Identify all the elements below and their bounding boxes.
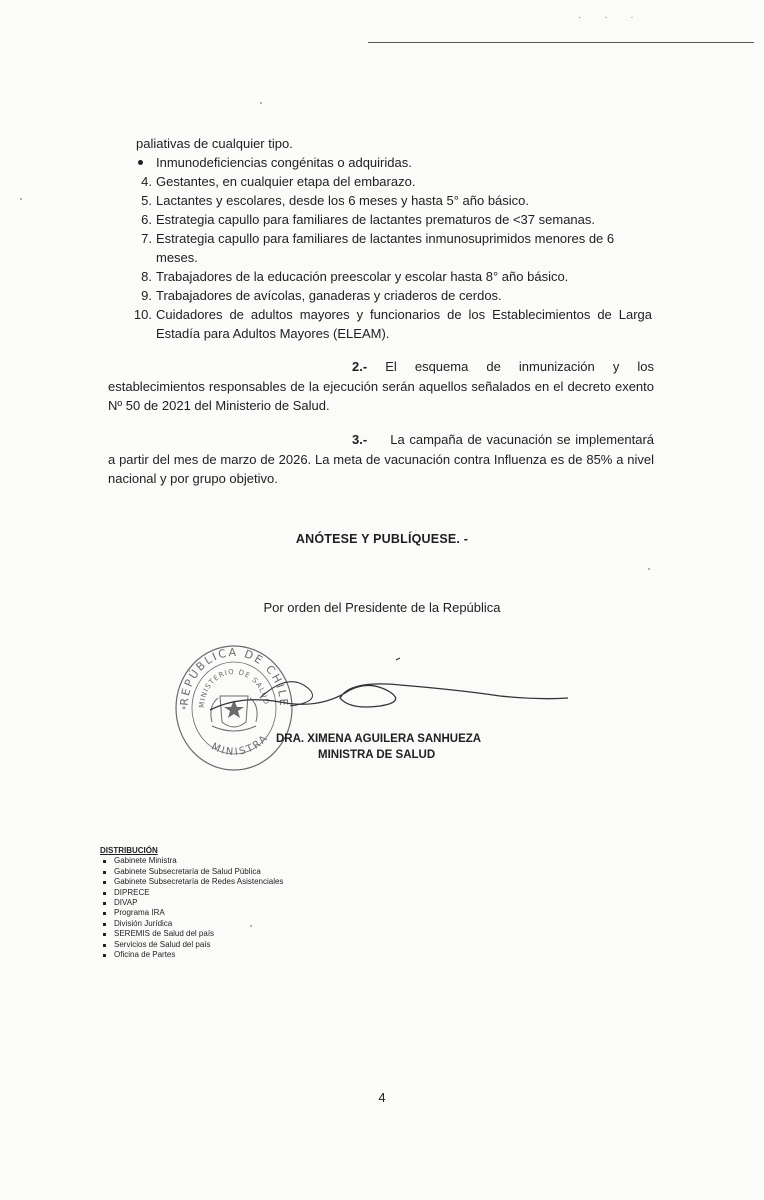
list-item-text: Trabajadores de avícolas, ganaderas y criaderos de cerdos. xyxy=(156,288,502,303)
beneficiary-list xyxy=(132,134,652,343)
distribution-item: Gabinete Ministra xyxy=(100,856,283,866)
list-item xyxy=(132,191,652,210)
distribution-item: Programa IRA xyxy=(100,908,283,918)
closing-formula: ANÓTESE Y PUBLÍQUESE. - xyxy=(295,532,469,546)
list-item-marker: 8. xyxy=(141,269,152,284)
seal-star-icon: * xyxy=(182,705,186,714)
paragraph-2 xyxy=(108,357,654,416)
order-line: Por orden del Presidente de la República xyxy=(263,600,501,615)
distribution-list xyxy=(100,846,283,960)
distribution-item: DIPRECE xyxy=(100,888,283,898)
distribution-item: Gabinete Subsecretaría de Redes Asistenciales xyxy=(100,877,283,887)
list-item xyxy=(132,172,652,191)
signatory-name: DRA. XIMENA AGUILERA SANHUEZA xyxy=(276,733,482,745)
handwritten-signature xyxy=(197,640,580,730)
scan-speck xyxy=(648,568,650,570)
distribution-item: Gabinete Subsecretaría de Salud Pública xyxy=(100,867,283,877)
list-item-text: Trabajadores de la educación preescolar y escolar hasta 8° año básico. xyxy=(156,269,569,284)
list-item xyxy=(132,267,652,286)
list-item-text: Estrategia capullo para familiares de lactantes inmunosuprimidos menores de 6 meses. xyxy=(156,231,615,265)
seal-top-text: REPÚBLICA DE CHILE xyxy=(177,645,291,708)
distribution-item: Oficina de Partes xyxy=(100,950,283,960)
list-item-marker: 4. xyxy=(141,174,152,189)
scan-mark: · · · xyxy=(578,12,644,23)
paragraph-text: La campaña de vacunación se implementará a partir del mes de marzo de 2026. La meta de vacunación contra Influenza es de 85% a nivel nacional y por grupo objetivo. xyxy=(108,432,655,486)
distribution-item: Servicios de Salud del país xyxy=(100,940,283,950)
list-item xyxy=(132,286,652,305)
list-item xyxy=(132,210,652,229)
scan-speck xyxy=(260,102,262,104)
paragraph-number: 2.- xyxy=(352,359,368,374)
list-item-marker: 6. xyxy=(141,212,152,227)
scan-speck xyxy=(20,198,22,200)
paragraph-3 xyxy=(108,430,654,489)
seal-inner-text: MINISTERIO DE SALUD xyxy=(197,667,270,709)
list-item-marker: 10. xyxy=(133,307,152,322)
list-item-marker: 5. xyxy=(141,193,152,208)
list-continuation: paliativas de cualquier tipo. xyxy=(136,136,293,151)
header-rule xyxy=(368,42,754,43)
distribution-item: DIVAP xyxy=(100,898,283,908)
list-item xyxy=(132,305,652,343)
list-item-marker: 7. xyxy=(141,231,152,246)
distribution-title: DISTRIBUCIÓN xyxy=(100,846,158,855)
list-item-text: Inmunodeficiencias congénitas o adquiridas. xyxy=(156,155,412,170)
bullet-icon xyxy=(138,160,143,165)
list-item xyxy=(132,229,652,267)
list-item-marker: 9. xyxy=(141,288,152,303)
signatory-title: MINISTRA DE SALUD xyxy=(318,749,436,761)
paragraph-text: El esquema de inmunización y los establecimientos responsables de la ejecución serán aquellos señalados en el decreto exento Nº 50 de 2021 del Ministerio de Salud. xyxy=(108,359,654,413)
list-item-text: Gestantes, en cualquier etapa del embarazo. xyxy=(156,174,416,189)
seal-bottom-text: MINISTRA xyxy=(209,732,271,759)
list-item xyxy=(132,153,652,172)
list-item-text: Lactantes y escolares, desde los 6 meses y hasta 5° año básico. xyxy=(156,193,530,208)
distribution-item: División Jurídica xyxy=(100,919,283,929)
paragraph-number: 3.- xyxy=(352,432,368,447)
distribution-item: SEREMIS de Salud del país xyxy=(100,929,283,939)
list-item-text: Cuidadores de adultos mayores y funcionarios de los Establecimientos de Larga Estadía para Adultos Mayores (ELEAM). xyxy=(156,307,652,341)
page-number: 4 xyxy=(378,1090,386,1105)
list-item-text: Estrategia capullo para familiares de lactantes prematuros de <37 semanas. xyxy=(156,212,595,227)
